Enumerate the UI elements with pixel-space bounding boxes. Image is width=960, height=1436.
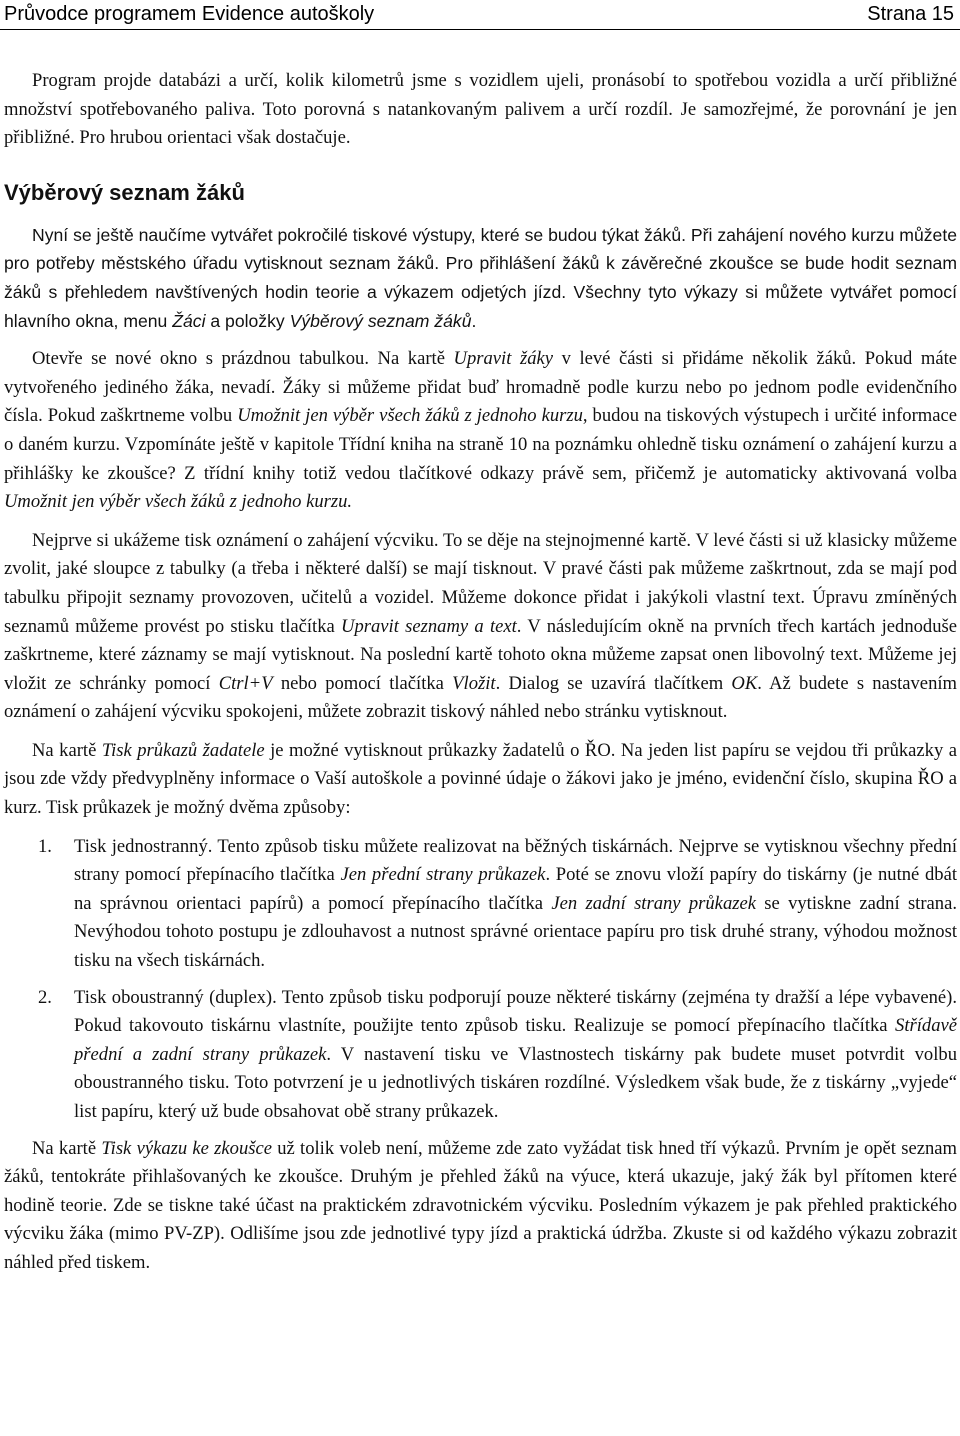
paragraph-3: Nejprve si ukážeme tisk oznámení o zahájení výcviku. To se děje na stejnojmenné kartě. V levé části si už klasicky můžeme zvolit, jaké sloupce z tabulky (a třeba i některé další) se mají tisknout. V pravé části pak můžeme zaškrtnout, zda se mají pod tabulku připojit seznamy provozoven, učitelů a vozidel. Můžeme dokonce přidat i jakýkoli vlastní text. Úpravu zmíněných seznamů můžeme provést po stisku tlačítka Upravit seznamy a text. V následujícím okně na prvních třech kartách jednoduše zaškrtneme, které záznamy se mají vytisknout. Na poslední kartě tohoto okna můžeme zapsat onen libovolný text. Můžeme jej vložit ze schránky pomocí Ctrl+V nebo pomocí tlačítka Vložit. Dialog se uzavírá tlačítkem OK. Až budete s nastavením oznámení o zahájení výcviku spokojeni, můžete zobrazit tiskový náhled nebo stránku vytisknout. (4, 529, 958, 723)
page-content (4, 67, 957, 1278)
page-number: Strana 15 (867, 3, 954, 25)
paragraph-5: Na kartě Tisk výkazu ke zkoušce už tolik voleb není, můžeme zde zato vyžádat tisk hned tří výkazů. Prvním je opět seznam žáků, tentokráte přihlašovaných ke zkoušce. Druhým je přehled žáků na výuce, která ukazuje, jaký žák byl přítomen které hodině teorie. Zde se tiskne také účast na praktickém zdravotnickém výcviku. Posledním výkazem je pak přehled praktického výcviku žáka (mimo PV-ZP). Odlišíme jsou zde jednotlivé typy jízd a praktická údržba. Zkuste si od každého výkazu zobrazit náhled před tiskem. (4, 1137, 957, 1273)
list-item: 1. Tisk jednostranný. Tento způsob tisku můžete realizovat na běžných tiskárnách. Nejprve se vytisknou všechny přední strany pomocí přepínacího tlačítka Jen přední strany průkazek. Poté se znovu vloží papíry do tiskárny (je nutné dbát na správnou orientaci papírů) a pomocí přepínacího tlačítka Jen zadní strany průkazek se vytiskne zadní strana. Nevýhodou tohoto postupu je zdlouhavost a nutnost správné orientace papíru pro tisk druhé strany, výhodou možnost tisku na všech tiskárnách. (4, 833, 957, 976)
option-name: Umožnit jen výběr všech žáků z jednoho kurzu (237, 405, 583, 427)
document-title: Průvodce programem Evidence autoškoly (4, 3, 375, 25)
button-name: OK (731, 672, 758, 694)
tab-name: Tisk výkazu ke zkoušce (101, 1137, 272, 1159)
shortcut-name: Ctrl+V (218, 672, 273, 694)
page-header (0, 0, 960, 30)
toggle-button-name: Jen přední strany průkazek (340, 864, 546, 886)
tab-name: Tisk průkazů žadatele (101, 739, 265, 761)
menu-name: Žáci (172, 310, 206, 331)
list-number: 1. (38, 835, 52, 857)
intro-paragraph: Program projde databázi a určí, kolik kilometrů jsme s vozidlem ujeli, pronásobí to spotřebou vozidla a určí přibližné množství spotřebovaného paliva. Toto porovná s natankovaným palivem a určí rozdíl. Je samozřejmé, že porovnání je jen přibližné. Pro hrubou orientaci však dostačuje. (4, 70, 957, 149)
paragraph-2: Otevře se nové okno s prázdnou tabulkou. Na kartě Upravit žáky v levé části si přidáme několik žáků. Pokud máte vytvořeného jediného žáka, nevadí. Žáky si můžeme přidat buď hromadně podle kurzu nebo po jednom podle evidenčního čísla. Pokud zaškrtneme volbu Umožnit jen výběr všech žáků z jednoho kurzu, budou na tiskových výstupech i určité informace o daném kurzu. Vzpomínáte ještě v kapitole Třídní kniha na straně 10 na poznámku ohledně tisku oznámení o zahájení kurzu a přihlášky ke zkoušce? Z třídní knihy totiž vedou tlačítkové odkazy právě sem, přičemž je automaticky aktivovaná volba Umožnit jen výběr všech žáků z jednoho kurzu. (4, 348, 957, 513)
toggle-button-name: Jen zadní strany průkazek (551, 892, 756, 914)
button-name: Upravit seznamy a text (341, 615, 517, 637)
list-item: 2. Tisk oboustranný (duplex). Tento způsob tisku podporují pouze některé tiskárny (zejména ty dražší a lépe vybavené). Pokud takovouto tiskárnu vlastníte, použijte tento způsob tisku. Realizuje se pomocí přepínacího tlačítka Střídavě přední a zadní strany průkazek. V nastavení tisku ve Vlastnostech tiskárny pak budete muset potvrdit volbu oboustranného tisku. Toto potvrzení je u jednotlivých tiskáren rozdílné. Výsledkem však bude, že z tiskárny „vyjede“ list papíru, který už bude obsahovat obě strany průkazek. (4, 984, 957, 1127)
tab-name: Upravit žáky (453, 348, 553, 370)
section-heading: Výběrový seznam žáků (4, 179, 245, 205)
option-name: Umožnit jen výběr všech žáků z jednoho kurzu. (4, 491, 353, 513)
button-name: Vložit (452, 672, 496, 694)
toggle-button-name: Střídavě přední a zadní strany průkazek (74, 1015, 957, 1065)
list-number: 2. (38, 986, 52, 1008)
paragraph-1: Nyní se ještě naučíme vytvářet pokročilé tiskové výstupy, které se budou týkat žáků. Při zahájení nového kurzu můžete pro potřeby městského úřadu vytisknout seznam žáků. Pro přihlášení žáků k závěrečné zkoušce se bude hodit seznam žáků s přehledem navštívených hodin teorie a výkazem odjetých jízd. Všechny tyto výkazy si můžete vytvářet pomocí hlavního okna, menu Žáci a položky Výběrový seznam žáků. (4, 224, 957, 331)
paragraph-4: Na kartě Tisk průkazů žadatele je možné vytisknout průkazky žadatelů o ŘO. Na jeden list papíru se vejdou tři průkazky a jsou zde vždy předvyplněny informace o Vaší autoškole a povinné údaje o žákovi jako je jméno, evidenční číslo, skupina ŘO a kurz. Tisk průkazek je možný dvěma způsoby: (4, 739, 958, 819)
header-rule (0, 29, 960, 30)
print-methods-list (4, 833, 957, 1127)
section-intro (4, 221, 957, 335)
menu-item-name: Výběrový seznam žáků (289, 310, 472, 331)
